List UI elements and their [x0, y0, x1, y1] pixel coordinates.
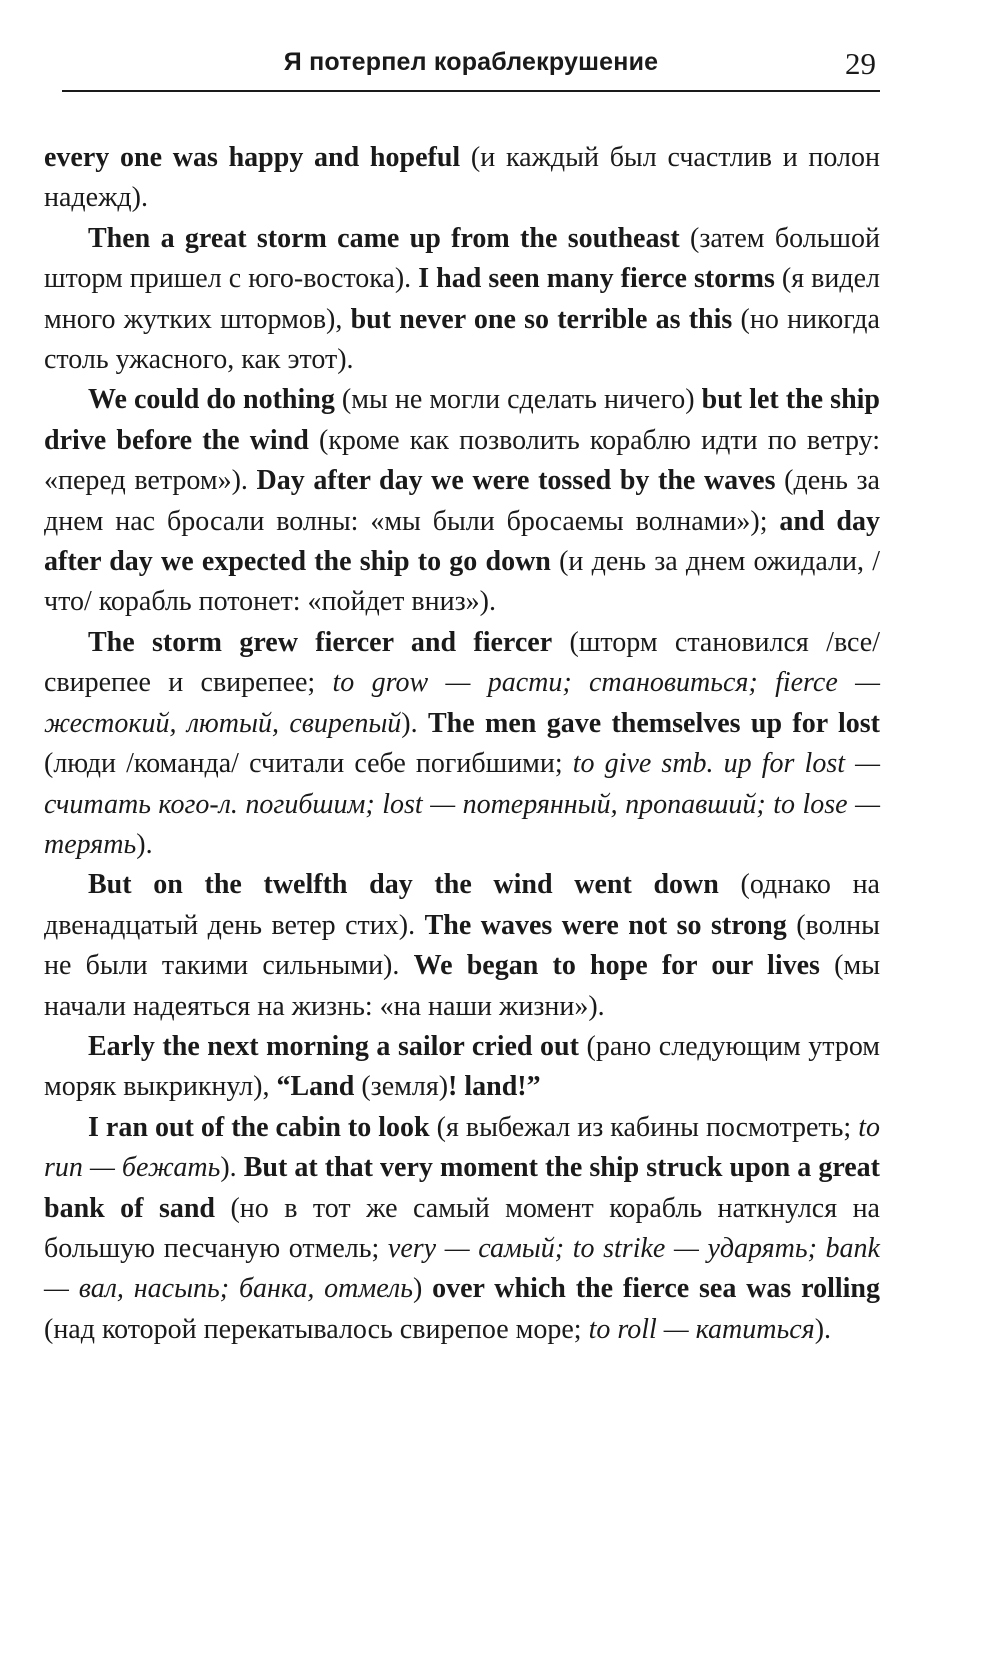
english-phrase: Then a great storm came up from the southeast [88, 222, 680, 254]
russian-translation: ). [220, 1152, 244, 1184]
body-text [44, 138, 880, 1350]
english-phrase: but never one so terrible as this [350, 303, 733, 335]
page-number: 29 [845, 46, 876, 81]
russian-translation: (затем большой шторм пришел с юго-востока). [44, 222, 880, 295]
russian-translation: (я выбежал из кабины посмотреть; [429, 1111, 859, 1143]
running-header [62, 44, 880, 92]
paragraph [44, 865, 880, 1027]
vocabulary-note: to grow — расти; становиться; fierce — жестокий, лютый, свирепый [44, 667, 880, 739]
english-phrase: I ran out of the cabin to look [88, 1111, 430, 1143]
english-phrase: But on the twelfth day the wind went down [88, 869, 719, 901]
russian-translation: (и день за днем ожидали, /что/ корабль потонет: «пойдет вниз»). [44, 546, 881, 618]
vocabulary-note: to give smb. up for lost — считать кого-л. погибшим; lost — потерянный, пропавший; to lose — терять [44, 748, 881, 860]
russian-translation: (шторм становился /все/ свирепее и свирепее; [44, 626, 880, 699]
english-phrase: I had seen many fierce storms [418, 263, 775, 295]
russian-translation: ) [412, 1273, 433, 1305]
english-phrase: but let the ship drive before the wind [44, 384, 880, 456]
russian-translation: ). [814, 1313, 832, 1345]
english-phrase: every one was happy and hopeful [44, 142, 461, 173]
english-phrase: ! land!” [448, 1071, 541, 1103]
english-phrase: Day after day we were tossed by the waves [256, 465, 776, 497]
russian-translation: (я видел много жутких штормов), [44, 263, 880, 335]
russian-translation: ). [136, 828, 153, 860]
english-phrase: Early the next morning a sailor cried out [88, 1030, 579, 1062]
russian-translation: (над которой перекатывалось свирепое море; [44, 1313, 589, 1345]
english-phrase: The storm grew fiercer and fiercer [88, 626, 553, 658]
russian-translation: (земля) [354, 1071, 449, 1103]
paragraph [44, 380, 880, 622]
english-phrase: The waves were not so strong [424, 909, 787, 941]
russian-translation: (волны не были такими сильными). [44, 909, 880, 982]
english-phrase: over which the fierce sea was rolling [432, 1273, 880, 1305]
russian-translation: (и каждый был счастлив и полон надежд). [44, 142, 880, 214]
book-page [44, 0, 880, 1673]
paragraph [44, 138, 880, 219]
vocabulary-note: to roll — катиться [588, 1313, 815, 1345]
paragraph [44, 219, 880, 381]
russian-translation: (день за днем нас бросали волны: «мы были бросаемы волнами»); [44, 465, 880, 537]
russian-translation: (но никогда столь ужасного, как этот). [44, 303, 880, 376]
russian-translation: (однако на двенадцатый день ветер стих). [44, 869, 880, 941]
russian-translation: (но в тот же самый момент корабль наткнулся на большую песчаную отмель; [44, 1192, 880, 1264]
russian-translation: (кроме как позволить кораблю идти по ветру: «перед ветром»). [44, 424, 880, 497]
russian-translation: (мы начали надеяться на жизнь: «на наши жизни»). [44, 950, 881, 1022]
english-phrase: The men gave themselves up for lost [427, 707, 880, 739]
english-phrase: We began to hope for our lives [413, 950, 820, 982]
russian-translation: (люди /команда/ считали себе погибшими; [44, 748, 573, 780]
english-phrase: We could do nothing [88, 384, 335, 416]
english-phrase: But at that very moment the ship struck upon a great bank of sand [44, 1152, 881, 1224]
vocabulary-note: to run — бежать [44, 1111, 880, 1184]
russian-translation: (мы не могли сделать ничего) [334, 384, 702, 416]
chapter-title: Я потерпел кораблекрушение [283, 48, 659, 76]
paragraph [44, 1108, 880, 1350]
english-phrase: and day after day we expected the ship to go down [44, 505, 880, 578]
english-phrase: “Land [276, 1071, 355, 1103]
vocabulary-note: very — самый; to strike — ударять; bank — вал, насыпь; банка, отмель [44, 1232, 880, 1305]
russian-translation: ). [401, 707, 428, 739]
russian-translation: (рано следующим утром моряк выкрикнул), [44, 1030, 881, 1103]
paragraph [44, 1027, 880, 1108]
paragraph [44, 623, 880, 865]
